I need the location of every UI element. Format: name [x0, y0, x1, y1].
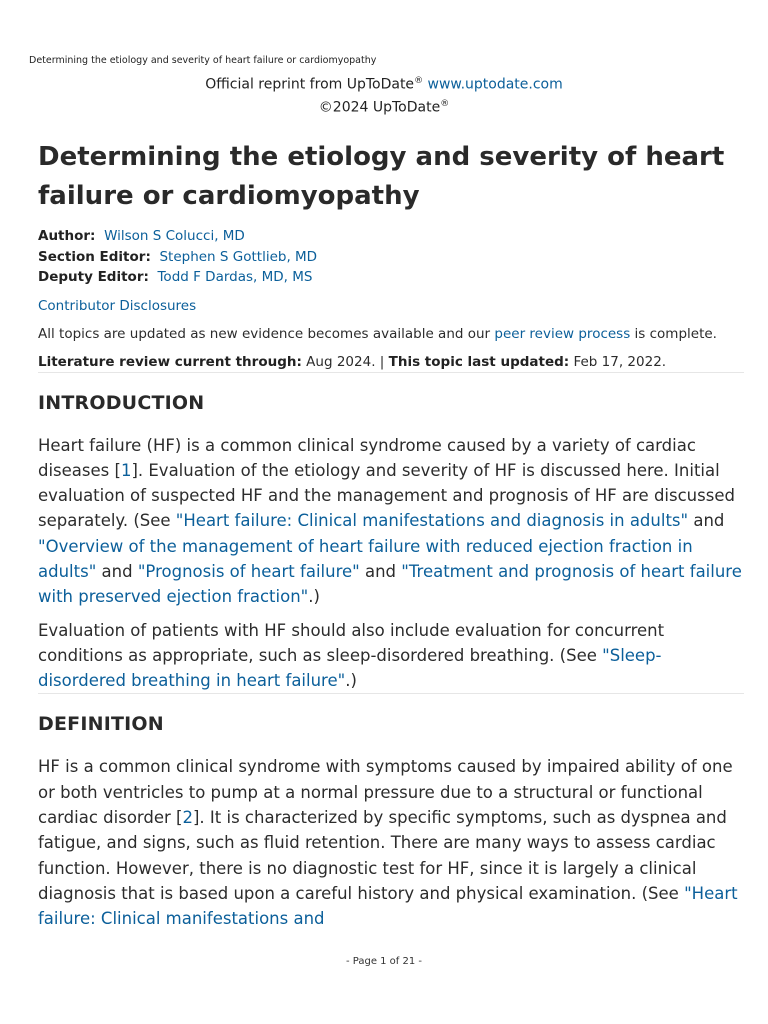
reference-link-2[interactable]: 2 — [182, 808, 193, 828]
last-updated-value: Feb 17, 2022. — [569, 353, 667, 370]
registered-mark-2: ® — [440, 98, 450, 109]
copyright-text: ©2024 UpToDate — [318, 99, 441, 116]
topic-link-hfpef-treatment[interactable]: "Treatment and prognosis of heart failure with preserved ejection fraction" — [38, 561, 742, 607]
text: .) — [308, 587, 320, 607]
section-editor-label: Section Editor: — [38, 248, 151, 265]
text: and — [688, 511, 725, 531]
text: Heart failure (HF) is a common clinical syndrome caused by a variety of cardiac diseases [ — [38, 435, 696, 480]
page-title: Determining the etiology and severity of heart failure or cardiomyopathy — [38, 142, 725, 211]
last-updated-label: This topic last updated: — [388, 353, 570, 370]
lit-review-label: Literature review current through: — [38, 353, 302, 370]
section-editor-link[interactable]: Stephen S Gottlieb, MD — [159, 248, 318, 265]
deputy-editor-link[interactable]: Todd F Dardas, MD, MS — [157, 269, 313, 285]
peer-review-link[interactable]: peer review process — [494, 325, 631, 342]
section-divider — [38, 372, 744, 373]
topic-link-hfref-management[interactable]: "Overview of the management of heart failure with reduced ejection fraction in adults" — [38, 536, 693, 581]
update-note-text: All topics are updated as new evidence becomes available and our — [38, 325, 495, 342]
text: and — [96, 561, 138, 581]
uptodate-link[interactable]: www.uptodate.com — [427, 76, 563, 93]
update-note-end: is complete. — [630, 325, 717, 342]
author-link[interactable]: Wilson S Colucci, MD — [104, 228, 245, 244]
text: HF is a common clinical syndrome with symptoms caused by impaired ability of one or both ventricles to pump at a normal pressure due to a structural or functional cardiac disorder [ — [38, 757, 733, 828]
intro-paragraph-2 — [38, 618, 744, 694]
topic-link-sleep-disordered-breathing[interactable]: "Sleep-disordered breathing in heart failure" — [38, 645, 662, 691]
lit-review-value: Aug 2024. | — [301, 353, 389, 370]
byline — [38, 226, 744, 288]
author-row — [38, 226, 744, 247]
reference-link-1[interactable]: 1 — [120, 460, 132, 480]
article — [38, 138, 744, 932]
update-note — [38, 324, 744, 344]
topic-link-hf-prognosis[interactable]: "Prognosis of heart failure" — [137, 561, 360, 581]
section-heading-introduction: INTRODUCTION — [38, 391, 205, 414]
text: Evaluation of patients with HF should also include evaluation for concurrent conditions as appropriate, such as sleep-disordered breathing. (See — [38, 620, 665, 665]
text: and — [359, 561, 402, 581]
topic-link-hf-diagnosis[interactable]: "Heart failure: Clinical manifestations and diagnosis in adults" — [175, 511, 689, 531]
deputy-editor-label: Deputy Editor: — [38, 269, 149, 285]
registered-mark: ® — [414, 76, 424, 86]
text: ]. Evaluation of the etiology and severity of HF is discussed here. Initial evaluation of suspected HF and the management and prognosis of HF are discussed separately. (See — [38, 460, 735, 531]
author-label: Author: — [38, 228, 96, 244]
topic-link-hf-clinical-manifestations[interactable]: "Heart failure: Clinical manifestations and — [38, 883, 738, 929]
section-heading-definition: DEFINITION — [38, 713, 164, 736]
contributor-disclosures-link[interactable]: Contributor Disclosures — [38, 297, 197, 314]
section-editor-row — [38, 247, 744, 268]
deputy-editor-row — [38, 267, 744, 288]
text: .) — [345, 671, 357, 691]
definition-paragraph-1 — [38, 754, 744, 931]
running-header: Determining the etiology and severity of heart failure or cardiomyopathy — [29, 55, 377, 66]
section-divider — [38, 693, 744, 694]
reprint-notice — [0, 72, 768, 117]
intro-paragraph-1 — [38, 433, 744, 610]
literature-review-status — [38, 352, 744, 372]
reprint-text: Official reprint from UpToDate — [205, 76, 415, 93]
page-footer: - Page 1 of 21 - — [345, 956, 423, 967]
text: ]. It is characterized by specific symptoms, such as dyspnea and fatigue, and signs, such as fluid retention. There are many ways to assess cardiac function. However, there is no diagnostic test for HF, since it is largely a clinical diagnosis that is based upon a careful history and physical examination. (See — [38, 808, 727, 903]
